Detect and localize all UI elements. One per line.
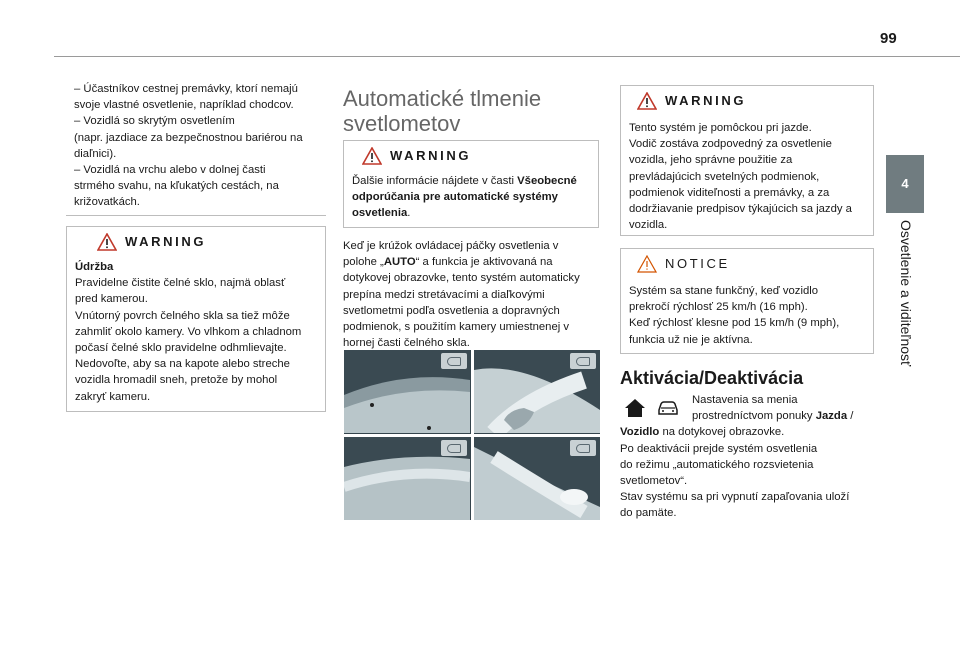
paragraph-line: Nastavenia sa menia — [692, 394, 798, 406]
warning-text: . — [407, 207, 411, 220]
intro-line: strmého svahu, na kľukatých cestách, na — [74, 180, 279, 193]
paragraph-line: do režimu „automatického rozsvietenia — [620, 458, 814, 471]
paragraph-line: podmienok, s použitím kamery umiestnenej v — [343, 321, 570, 334]
auto-keyword: AUTO — [383, 256, 416, 269]
warning-paragraph — [352, 173, 590, 222]
notice-line: Keď rýchlosť klesne pod 15 km/h (9 mph), — [629, 317, 840, 330]
auto-beam-icon — [441, 440, 467, 456]
warning-box-driver — [620, 85, 874, 236]
chapter-title — [890, 220, 920, 420]
section-heading-activation: Aktivácia/Deaktivácia — [620, 368, 804, 388]
activation-paragraph — [620, 392, 875, 522]
warning-triangle-icon — [637, 92, 657, 110]
warning-label: WARNING — [390, 147, 472, 163]
notice-header — [637, 255, 865, 273]
notice-label: NOTICE — [665, 255, 730, 271]
warning-box-maintenance — [66, 226, 326, 412]
chapter-tab[interactable] — [886, 155, 924, 213]
intro-line: križovatkách. — [74, 196, 140, 209]
notice-triangle-icon — [637, 255, 657, 273]
warning-triangle-icon — [362, 147, 382, 165]
auto-paragraph — [343, 238, 599, 351]
paragraph-text: “ a funkcia je aktivovaná na — [415, 256, 553, 269]
warning-line: Tento systém je pomôckou pri jazde. — [629, 122, 812, 134]
intro-box — [66, 75, 326, 216]
warning-line: vozidla, jeho správne použitie za — [629, 154, 793, 167]
page-number: 99 — [880, 30, 897, 47]
paragraph-text: na dotykovej obrazovke. — [659, 426, 785, 439]
notice-line: Systém sa stane funkčný, keď vozidlo — [629, 285, 819, 297]
warning-line: Nedovoľte, aby sa na kapote alebo streche — [75, 358, 290, 371]
warning-line: Vnútorný povrch čelného skla sa tiež môže — [75, 309, 290, 322]
notice-box — [620, 248, 874, 354]
warning-box-general — [343, 140, 599, 228]
illustration-panel — [344, 437, 471, 521]
paragraph-line: Po deaktivácii prejde systém osvetlenia — [620, 442, 818, 455]
paragraph-text: prostredníctvom ponuky — [692, 410, 816, 423]
warning-text: Ďalšie informácie nájdete v časti — [352, 175, 518, 187]
warning-title: Údržba — [75, 261, 114, 273]
intro-line: – Vozidlá na vrchu alebo v dolnej časti — [74, 164, 266, 177]
paragraph-line — [343, 254, 599, 270]
warning-line: zahmliť okolo kamery. Vo vlhkom a chladnom — [75, 325, 302, 338]
notice-line: prekročí rýchlosť 25 km/h (16 mph). — [629, 301, 808, 314]
paragraph-line: Stav systému sa pri vypnutí zapaľovania uloží — [620, 491, 850, 504]
warning-header — [637, 92, 865, 110]
warning-line: pred kamerou. — [75, 293, 148, 306]
warning-line: dodržiavanie predpisov týkajúcich sa jazdy a — [629, 203, 852, 216]
warning-line: podmienok viditeľnosti a premávky, a za — [629, 186, 830, 199]
paragraph-line: svetlometov“. — [620, 475, 688, 488]
intro-line: (napr. jazdiace za bezpečnostnou bariérou na — [74, 131, 303, 144]
auto-beam-icon — [570, 353, 596, 369]
warning-line: vozidla hromadil sneh, pretože by mohol — [75, 374, 278, 387]
paragraph-line: svetlometmi podľa osvetlenia a dopravných — [343, 304, 560, 317]
heading-line: Automatické tlmenie — [343, 86, 542, 111]
paragraph-text: polohe „ — [343, 256, 384, 269]
paragraph-line: do pamäte. — [620, 507, 677, 520]
warning-link-text: osvetlenia — [352, 207, 408, 220]
warning-header — [97, 233, 317, 251]
intro-line: svoje vlastné osvetlenie, napríklad chodcov. — [74, 99, 294, 112]
warning-link-text: Všeobecné — [517, 175, 577, 187]
notice-line: funkcia už nie je aktívna. — [629, 333, 753, 346]
illustration-panel — [474, 350, 601, 434]
warning-line: Pravidelne čistite čelné sklo, najmä oblasť — [75, 277, 286, 290]
warning-line: počasí čelné sklo pravidelne odhmlievajte. — [75, 342, 287, 355]
headlight-illustration-grid — [344, 350, 600, 520]
warning-header — [362, 147, 590, 165]
paragraph-line: dotykovej obrazovke, tento systém automaticky — [343, 272, 580, 285]
chapter-title-text: Osvetlenie a viditeľnosť — [898, 220, 914, 367]
heading-line: svetlometov — [343, 111, 461, 136]
intro-line: – Vozidlá so skrytým osvetlením — [74, 115, 235, 128]
header-rule — [54, 56, 960, 57]
menu-name: Jazda — [815, 410, 848, 423]
illustration-panel — [474, 437, 601, 521]
warning-line: prevládajúcich svetelných podmienok, — [629, 170, 820, 183]
warning-label: WARNING — [125, 233, 207, 249]
paragraph-line: prepína medzi stretávacími a diaľkovými — [343, 288, 545, 301]
menu-name: Vozidlo — [620, 426, 660, 439]
paragraph-line: hornej časti čelného skla. — [343, 337, 470, 350]
intro-line: – Účastníkov cestnej premávky, ktorí nemajú — [74, 83, 298, 95]
warning-link-text: odporúčania pre automatické systémy — [352, 191, 558, 204]
warning-triangle-icon — [97, 233, 117, 251]
paragraph-line — [620, 424, 875, 440]
paragraph-text: / — [847, 410, 854, 423]
intro-line: diaľnici). — [74, 147, 117, 160]
paragraph-line — [620, 408, 875, 424]
auto-beam-icon — [570, 440, 596, 456]
warning-line: Vodič zostáva zodpovedný za osvetlenie — [629, 138, 832, 151]
auto-beam-icon — [441, 353, 467, 369]
warning-label: WARNING — [665, 92, 747, 108]
section-heading-auto-dimming — [343, 86, 541, 136]
paragraph-line: Keď je krúžok ovládacej páčky osvetlenia v — [343, 240, 559, 252]
illustration-panel — [344, 350, 471, 434]
warning-line: vozidla. — [629, 219, 668, 232]
chapter-number: 4 — [901, 176, 909, 191]
warning-line: zakryť kameru. — [75, 390, 151, 403]
